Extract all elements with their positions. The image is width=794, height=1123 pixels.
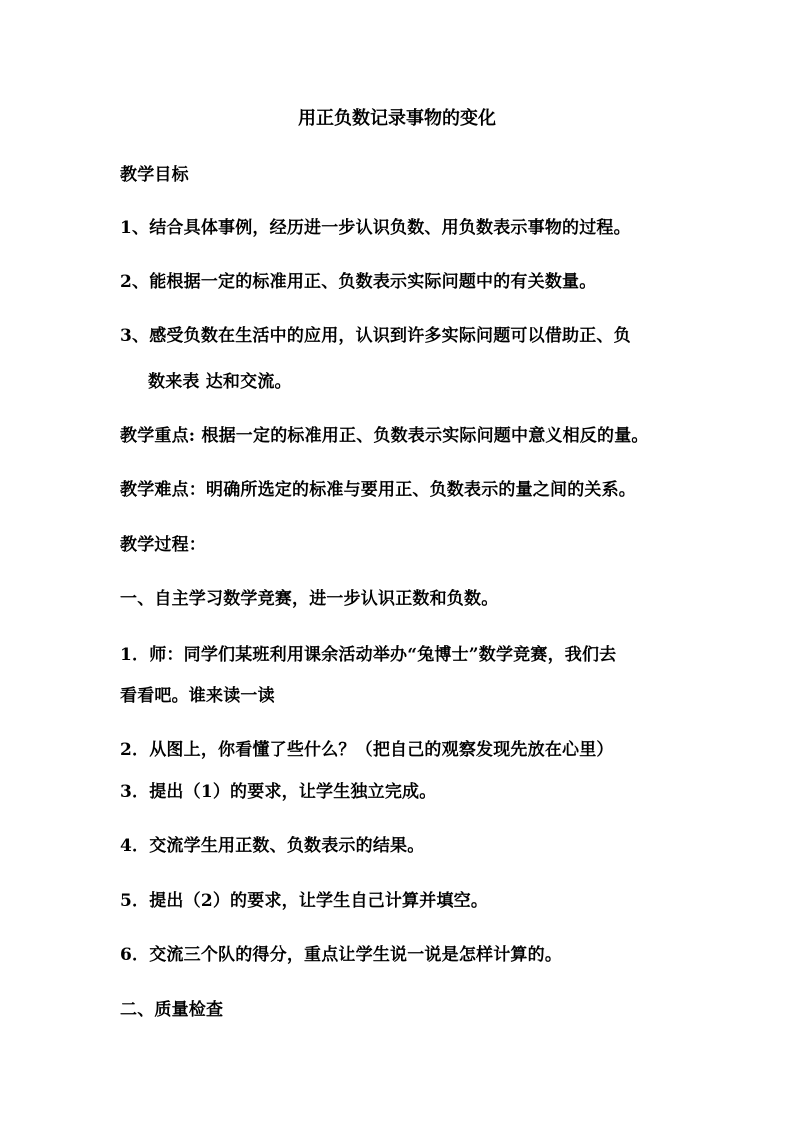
- objective-3: 3、感受负数在生活中的应用，认识到许多实际问题可以借助正、负: [120, 326, 631, 346]
- objective-3-continued: 数来表 达和交流。: [148, 372, 292, 392]
- step-5: 5．提出（2）的要求，让学生自己计算并填空。: [120, 891, 489, 911]
- step-1-continued: 看看吧。谁来读一读: [120, 686, 275, 706]
- key-point: 教学重点: 根据一定的标准用正、负数表示实际问题中意义相反的量。: [120, 426, 649, 446]
- objective-2: 2、能根据一定的标准用正、负数表示实际问题中的有关数量。: [120, 272, 597, 292]
- part-two-heading: 二、质量检查: [120, 1000, 224, 1020]
- step-4: 4．交流学生用正数、负数表示的结果。: [120, 836, 425, 856]
- difficult-point: 教学难点：明确所选定的标准与要用正、负数表示的量之间的关系。: [120, 480, 636, 500]
- part-one-heading: 一、自主学习数学竞赛，进一步认识正数和负数。: [120, 589, 499, 609]
- step-2: 2．从图上，你看懂了些什么？（把自己的观察发现先放在心里）: [120, 740, 614, 760]
- step-6: 6．交流三个队的得分，重点让学生说一说是怎样计算的。: [120, 945, 563, 965]
- step-1: 1．师：同学们某班利用课余活动举办“兔博士”数学竞赛，我们去: [120, 645, 617, 665]
- document-title: 用正负数记录事物的变化: [298, 108, 496, 129]
- section-heading-process: 教学过程：: [120, 535, 206, 555]
- section-heading-objectives: 教学目标: [120, 165, 189, 185]
- step-3: 3．提出（1）的要求，让学生独立完成。: [120, 782, 437, 802]
- objective-1: 1、结合具体事例，经历进一步认识负数、用负数表示事物的过程。: [120, 218, 631, 238]
